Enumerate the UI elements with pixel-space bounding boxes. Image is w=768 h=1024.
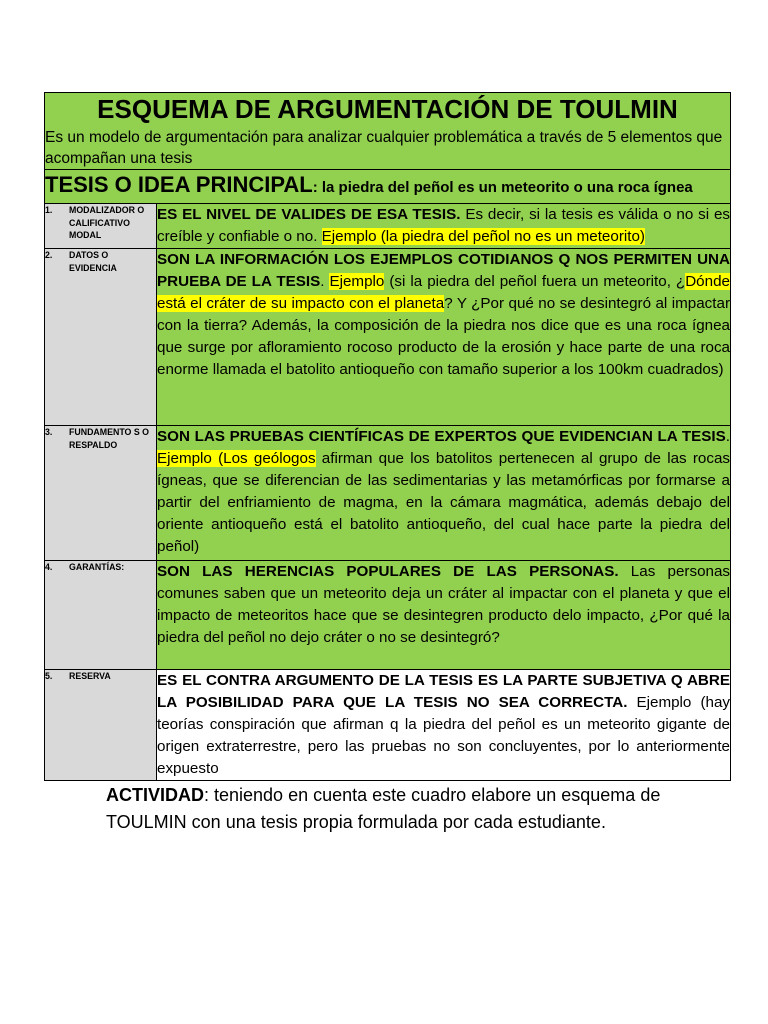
row-bold-statement: ES EL NIVEL DE VALIDES DE ESA TESIS. (157, 206, 461, 223)
row-highlight: Ejemplo (Los geólogos (157, 450, 316, 467)
row-text: afirman que los batolitos pertenecen al grupo de las rocas ígneas, que se diferencian de las sedimentarias y las metamórficas por formarse a partir del enfriamiento de magma, en la cámara magmática, además debajo del oriente antioqueño está el batolito antioqueño, del cual hace parte la piedra del peñol) (157, 450, 730, 555)
header-row (45, 93, 731, 170)
row-description (157, 561, 731, 670)
row-highlight: Dónde está el cráter de su impacto con el planeta (157, 273, 730, 312)
row-number: 1. (45, 205, 53, 215)
row-number: 3. (45, 427, 53, 437)
row-label-cell (45, 561, 157, 670)
activity-text: : teniendo en cuenta este cuadro elabore un esquema de TOULMIN con una tesis propia formulada por cada estudiante. (106, 785, 661, 832)
row-bold-statement: SON LAS HERENCIAS POPULARES DE LAS PERSONAS. (157, 563, 619, 580)
row-highlight: Ejemplo (329, 273, 385, 290)
toulmin-document (44, 92, 730, 781)
row-text: ? Y ¿Por qué no se desintegró al impactar con la tierra? Además, la composición de la piedra nos dice que es una roca ígnea que surge por afloramiento rocoso producto de la erosión y hace parte de una roca enorme llamada el batolito antioqueño con tamaño superior a los 100km cuadrados) (157, 295, 730, 378)
row-description (157, 670, 731, 781)
row-text: . (320, 273, 330, 290)
tesis-label: TESIS O IDEA PRINCIPAL (45, 172, 313, 197)
row-text: (si la piedra del peñol fuera un meteorito, ¿ (384, 273, 686, 290)
row-label: MODALIZADOR O CALIFICATIVO MODAL (69, 205, 145, 240)
activity-label: ACTIVIDAD (106, 785, 204, 805)
table-row (45, 426, 731, 561)
page-title: ESQUEMA DE ARGUMENTACIÓN DE TOULMIN (97, 94, 678, 124)
row-label: DATOS O EVIDENCIA (69, 250, 117, 273)
row-text: Ejemplo (hay teorías conspiración que afirman q la piedra del peñol es un meteorito gigante de origen extraterrestre, pero las pruebas no son concluyentes, por lo anteriormente expuesto (157, 694, 730, 777)
row-highlight: Ejemplo (la piedra del peñol no es un meteorito) (321, 228, 645, 245)
row-text: Es decir, si la tesis es válida o no si es creíble y confiable o no. (157, 206, 730, 245)
tesis-cell (45, 170, 731, 204)
row-number: 4. (45, 562, 53, 572)
row-label-cell (45, 426, 157, 561)
table-row (45, 670, 731, 781)
row-label: RESERVA (69, 671, 111, 681)
row-description (157, 249, 731, 426)
tesis-text: : la piedra del peñol es un meteorito o una roca ígnea (312, 179, 693, 196)
row-description (157, 426, 731, 561)
row-label-cell (45, 670, 157, 781)
header-cell (45, 93, 731, 170)
row-bold-statement: SON LA INFORMACIÓN LOS EJEMPLOS COTIDIANOS Q NOS PERMITEN UNA PRUEBA DE LA TESIS (157, 251, 730, 290)
page-subtitle: Es un modelo de argumentación para analizar cualquier problemática a través de 5 elementos que acompañan una tesis (45, 129, 723, 167)
table-row (45, 561, 731, 670)
row-description (157, 204, 731, 249)
row-bold-statement: SON LAS PRUEBAS CIENTÍFICAS DE EXPERTOS QUE EVIDENCIAN LA TESIS (157, 428, 726, 445)
row-label: FUNDAMENTO S O RESPALDO (69, 427, 149, 450)
row-bold-statement: ES EL CONTRA ARGUMENTO DE LA TESIS ES LA PARTE SUBJETIVA Q ABRE LA POSIBILIDAD PARA QUE LA TESIS NO SEA CORRECTA. (157, 672, 730, 711)
table-row (45, 249, 731, 426)
row-text: Las personas comunes saben que un meteorito deja un cráter al impactar con el planeta y que el impacto de meteoritos hace que se desintegren producto delo impacto, ¿Por qué la piedra del peñol no dejo cráter o no se desintegró? (157, 563, 731, 646)
row-number: 5. (45, 671, 53, 681)
row-text: . (725, 428, 730, 445)
tesis-row (45, 170, 731, 204)
activity-instructions (106, 782, 666, 836)
toulmin-table (44, 92, 731, 781)
row-label-cell (45, 249, 157, 426)
table-row (45, 204, 731, 249)
row-label-cell (45, 204, 157, 249)
row-number: 2. (45, 250, 53, 260)
row-label: GARANTÍAS: (69, 562, 125, 572)
